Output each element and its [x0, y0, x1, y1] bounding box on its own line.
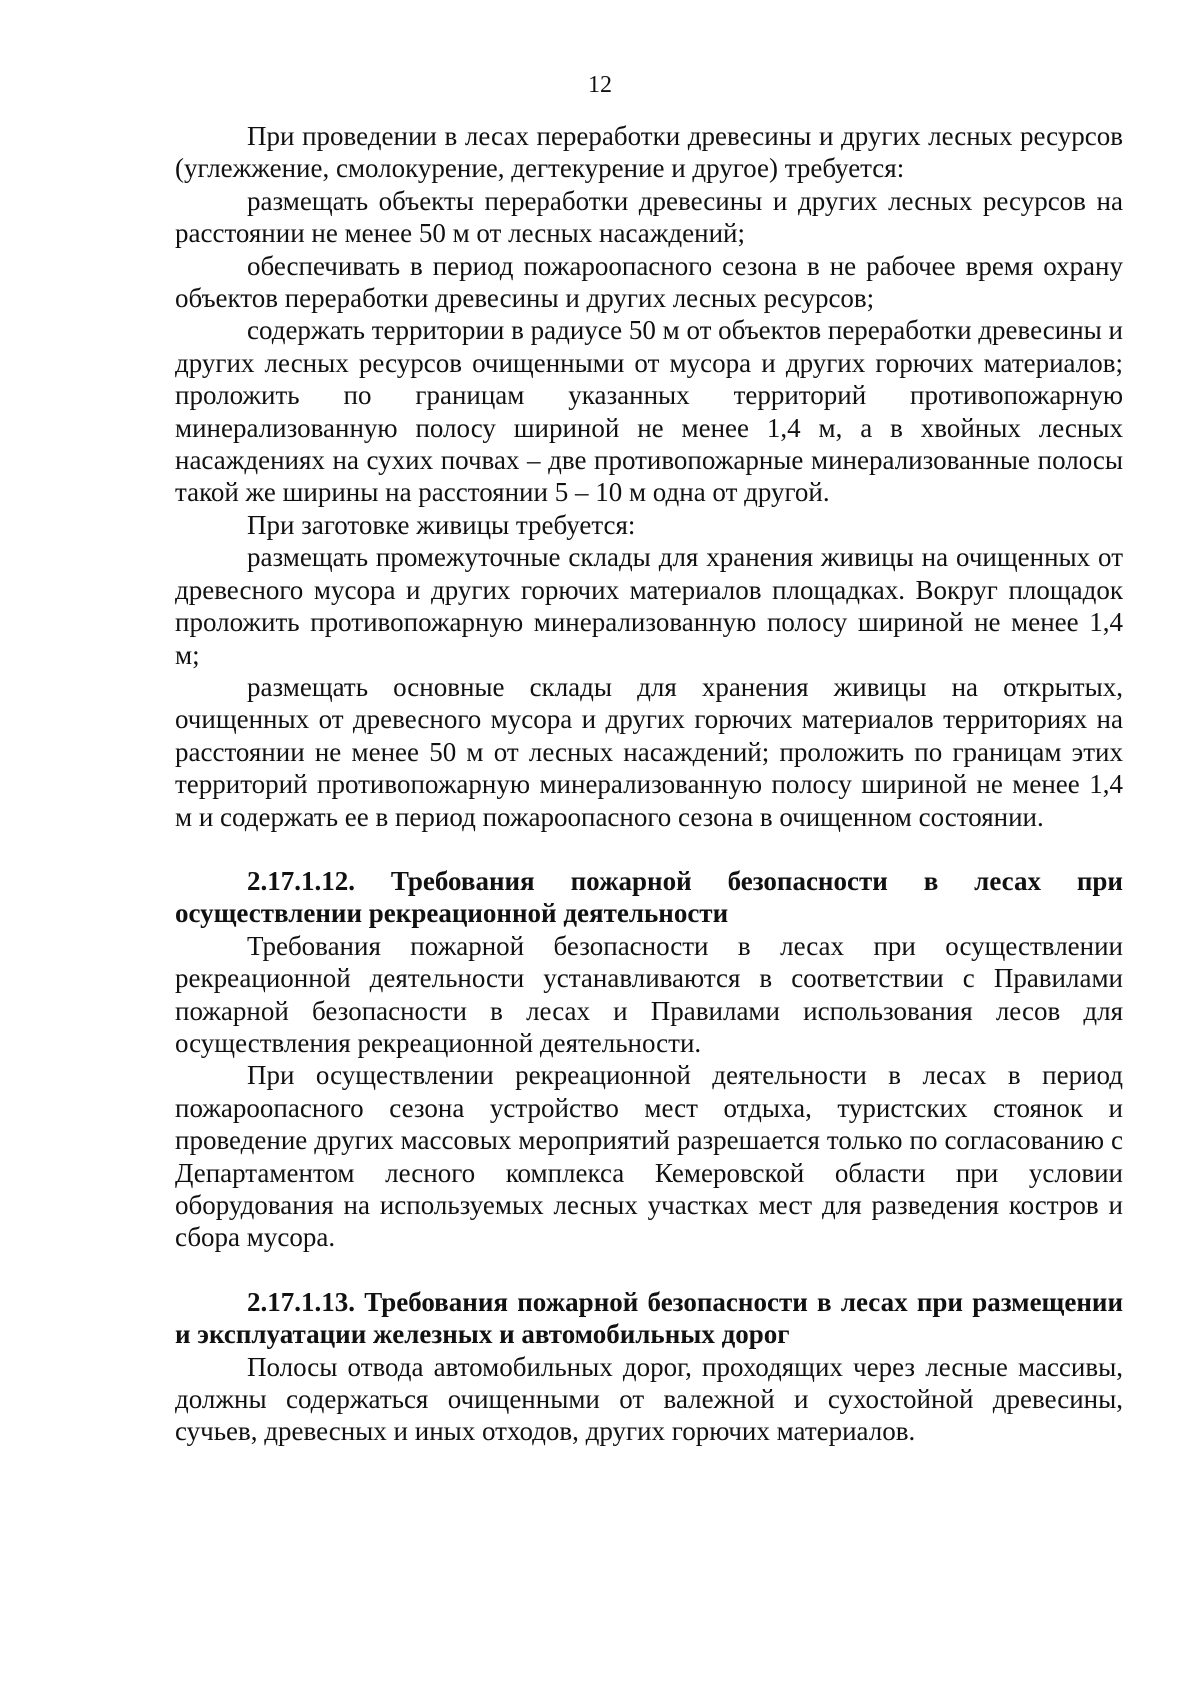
body-paragraph: размещать объекты переработки древесины и других лесных ресурсов на расстоянии не менее 50 м от лесных насаждений; — [175, 185, 1123, 249]
body-paragraph: содержать территории в радиусе 50 м от объектов переработки древесины и других лесных ресурсов очищенными от мусора и других горючих материалов; проложить по границам указанных территорий противопожарную минерализованную полосу шириной не менее 1,4 м, а в хвойных лесных насаждениях на сухих почвах – две противопожарные минерализованные полосы такой же ширины на расстоянии 5 – 10 м одна от другой. — [175, 315, 1123, 508]
body-paragraph: При заготовке живицы требуется: — [247, 509, 636, 540]
section-heading: 2.17.1.13. Требования пожарной безопасности в лесах при размещении и эксплуатации железных и автомобильных дорог — [175, 1286, 1123, 1350]
document-body — [175, 120, 1123, 1448]
page-number: 12 — [588, 72, 612, 98]
body-paragraph: размещать основные склады для хранения живицы на открытых, очищенных от древесного мусора и других горючих материалов территориях на расстоянии не менее 50 м от лесных насаждений; проложить по границам этих территорий противопожарную минерализованную полосу шириной не менее 1,4 м и содержать ее в период пожароопасного сезона в очищенном состоянии. — [175, 671, 1123, 832]
body-paragraph: обеспечивать в период пожароопасного сезона в не рабочее время охрану объектов переработки древесины и других лесных ресурсов; — [175, 250, 1123, 314]
body-paragraph: размещать промежуточные склады для хранения живицы на очищенных от древесного мусора и других горючих материалов площадках. Вокруг площадок проложить противопожарную минерализованную полосу шириной не менее 1,4 м; — [175, 542, 1123, 670]
body-paragraph: Полосы отвода автомобильных дорог, проходящих через лесные массивы, должны содержаться очищенными от валежной и сухостойной древесины, сучьев, древесных и иных отходов, других горючих материалов. — [175, 1351, 1123, 1447]
body-paragraph: Требования пожарной безопасности в лесах при осуществлении рекреационной деятельности устанавливаются в соответствии с Правилами пожарной безопасности в лесах и Правилами использования лесов для осуществления рекреационной деятельности. — [175, 930, 1123, 1058]
body-paragraph: При осуществлении рекреационной деятельности в лесах в период пожароопасного сезона устройство мест отдыха, туристских стоянок и проведение других массовых мероприятий разрешается только по согласованию с Департаментом лесного комплекса Кемеровской области при условии оборудования на используемых лесных участках мест для разведения костров и сбора мусора. — [175, 1060, 1123, 1253]
body-paragraph: При проведении в лесах переработки древесины и других лесных ресурсов (углежжение, смолокурение, дегтекурение и другое) требуется: — [175, 121, 1123, 184]
section-heading: 2.17.1.12. Требования пожарной безопасности в лесах при осуществлении рекреационной деятельности — [175, 865, 1123, 929]
